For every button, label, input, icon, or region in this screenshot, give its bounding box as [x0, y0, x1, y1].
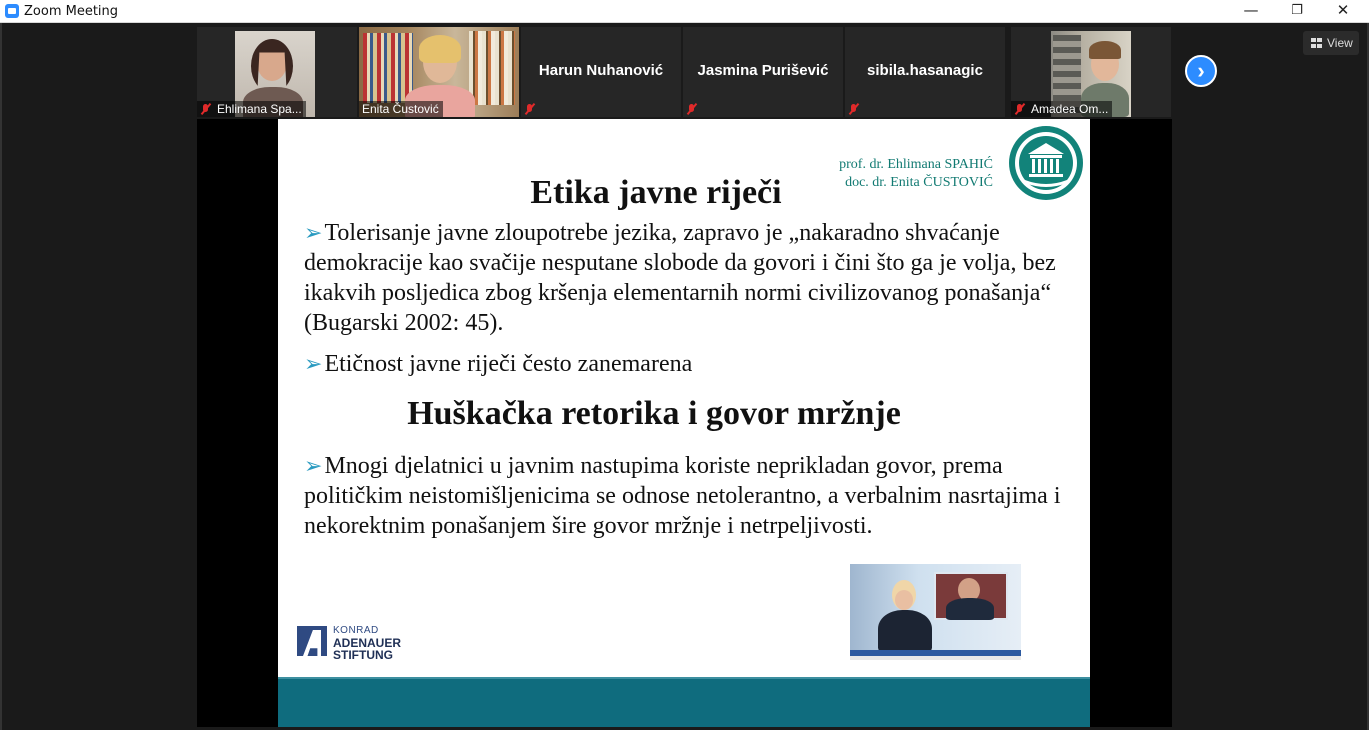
close-button[interactable]: ✕	[1336, 1, 1350, 19]
participant-name: Amadea Om...	[1031, 102, 1109, 116]
participant-tile-sibila[interactable]	[845, 27, 1005, 117]
minimize-button[interactable]: —	[1243, 1, 1259, 19]
participant-name-large: Harun Nuhanović	[538, 62, 664, 79]
bullet-arrow-icon: ➢	[304, 220, 323, 245]
participant-tile-amadea[interactable]	[1011, 27, 1171, 117]
view-label: View	[1327, 36, 1353, 50]
slide-paragraph-1	[304, 218, 1079, 338]
bullet-arrow-icon: ➢	[304, 351, 323, 376]
konrad-adenauer-mark	[297, 626, 327, 656]
participant-tile-harun[interactable]	[521, 27, 681, 117]
participant-caption	[521, 101, 545, 117]
window-title: Zoom Meeting	[24, 4, 119, 19]
view-grid-icon	[1311, 38, 1322, 48]
slide-footer-band	[278, 679, 1090, 727]
sponsor-line-2: ADENAUER	[333, 636, 402, 650]
participant-caption	[845, 101, 869, 117]
participant-caption	[197, 101, 306, 117]
participant-name: Enita Čustović	[362, 102, 439, 116]
sponsor-line-1: KONRAD	[333, 625, 379, 636]
participant-tile-enita[interactable]	[359, 27, 519, 117]
next-page-arrow-icon[interactable]: ›	[1185, 55, 1217, 87]
window-title-bar	[0, 0, 1369, 23]
mic-muted-icon	[686, 103, 698, 115]
view-button[interactable]	[1303, 31, 1359, 55]
mic-muted-icon	[524, 103, 536, 115]
mic-muted-icon	[1014, 103, 1026, 115]
sponsor-line-3: STIFTUNG	[333, 648, 393, 662]
participant-name-large: sibila.hasanagic	[867, 62, 983, 79]
participant-caption	[683, 101, 707, 117]
participant-tile-jasmina[interactable]	[683, 27, 843, 117]
presentation-slide	[278, 119, 1090, 727]
news-broadcast-image	[850, 564, 1021, 660]
paragraph-3-text: Mnogi djelatnici u javnim nastupima koriste neprikladan govor, prema političkim neistomišljenicima se odnose netolerantno, a verbalnim nasrtajima i nekorektnim ponašanjem šire govor mržnje i netrpeljivosti.	[304, 453, 1061, 539]
author-2: doc. dr. Enita ČUSTOVIĆ	[845, 175, 993, 190]
window-border-left	[0, 23, 2, 730]
paragraph-2-text: Etičnost javne riječi često zanemarena	[324, 351, 693, 377]
mic-muted-icon	[848, 103, 860, 115]
participant-name-large: Jasmina Purišević	[697, 62, 829, 79]
author-1: prof. dr. Ehlimana SPAHIĆ	[839, 157, 993, 172]
slide-heading-1: Etika javne riječi	[530, 174, 782, 211]
participant-name: Ehlimana Spa...	[217, 102, 302, 116]
bullet-arrow-icon: ➢	[304, 453, 323, 478]
slide-heading-2: Huškačka retorika i govor mržnje	[407, 395, 901, 432]
mic-muted-icon	[200, 103, 212, 115]
zoom-app-icon	[5, 4, 19, 18]
slide-paragraph-2	[304, 349, 1079, 379]
participant-tile-ehlimana[interactable]	[197, 27, 357, 117]
participant-caption	[1011, 101, 1112, 117]
participant-caption	[359, 101, 443, 117]
restore-button[interactable]: ❐	[1291, 3, 1303, 18]
slide-paragraph-3	[304, 451, 1079, 541]
paragraph-1-text: Tolerisanje javne zloupotrebe jezika, zapravo je „nakaradno shvaćanje demokracije kao svačije nesputane slobode da govori i čini što ga je volja, bez ikakvih posljedica zbog kršenja elementarnih normi civilizovanog ponašanja“ (Bugarski 2002: 45).	[304, 220, 1056, 336]
